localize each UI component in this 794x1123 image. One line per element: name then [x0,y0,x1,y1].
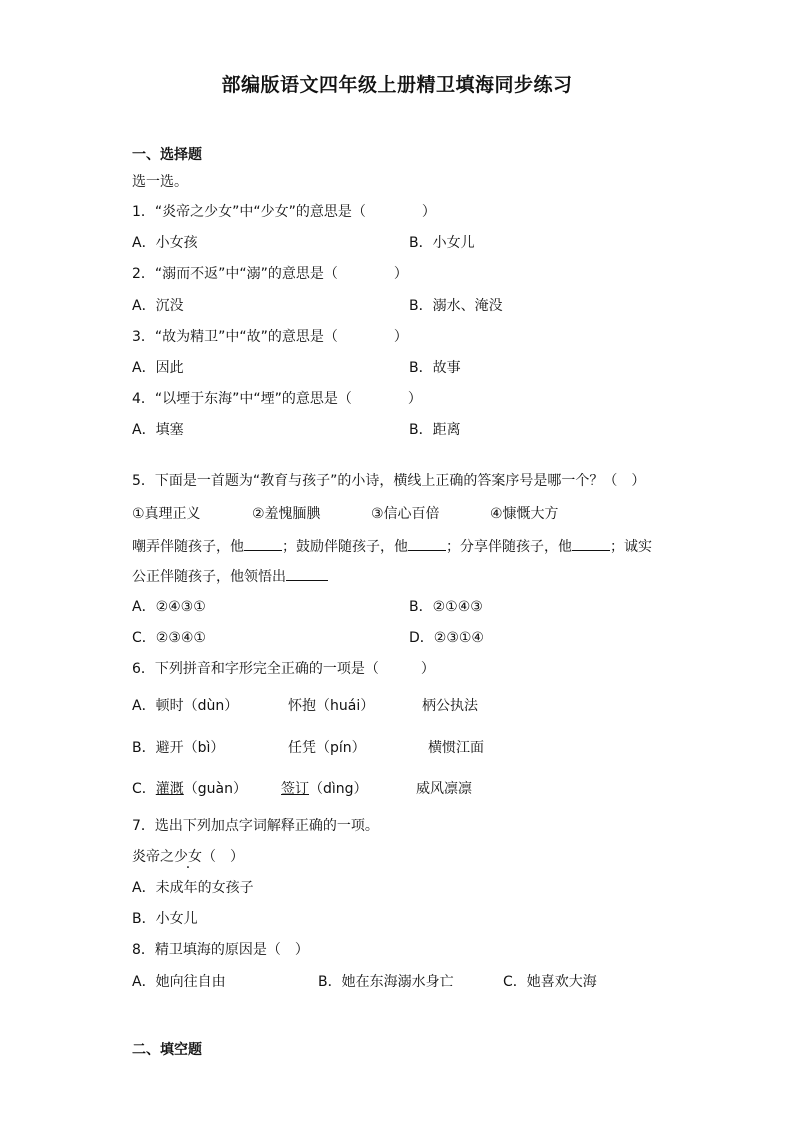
question-7-option-b: B．小女儿 [132,911,198,927]
poem-text: 公正伴随孩子，他领悟出 [132,569,286,585]
answer-blank[interactable] [244,536,282,551]
question-3-stem: 3．“故为精卫”中“故”的意思是（ ） [132,329,408,345]
question-8-stem: 8．精卫填海的原因是（ ） [132,942,309,958]
question-8-option-b: B．她在东海溺水身亡 [318,974,454,990]
pinyin: （dìng） [309,781,368,797]
answer-blank[interactable] [572,536,610,551]
phrase-text: （ ） [202,849,244,865]
question-5-choice-1: ①真理正义 [132,506,201,522]
question-4-option-b: B．距离 [409,422,461,438]
pinyin: （guàn） [183,781,247,797]
question-7-phrase [132,847,244,867]
question-6-option-b-word-3: 横惯江面 [428,740,484,756]
poem-text: 嘲弄伴随孩子，他 [132,539,244,555]
question-3-option-b: B．故事 [409,360,461,376]
poem-text: ；诚实 [610,539,652,555]
question-2-option-a: A．沉没 [132,298,184,314]
question-6-stem: 6．下列拼音和字形完全正确的一项是（ ） [132,661,435,677]
option-letter: C． [132,781,156,797]
question-1-stem: 1．“炎帝之少女”中“少女”的意思是（ ） [132,204,436,220]
question-5-stem: 5．下面是一首题为“教育与孩子”的小诗，横线上正确的答案序号是哪一个？（ ） [132,473,646,489]
answer-blank[interactable] [408,536,446,551]
underlined-word: 签订 [281,781,309,797]
question-5-choice-4: ④慷慨大方 [490,506,559,522]
poem-text: ；分享伴随孩子，他 [446,539,572,555]
section-instruction: 选一选。 [132,174,188,190]
question-6-option-b-word-1: B．避开（bì） [132,740,225,756]
phrase-text: 炎帝之 [132,849,174,865]
question-2-option-b: B．溺水、淹没 [409,298,503,314]
question-5-option-b: B．②①④③ [409,599,483,615]
question-1-option-b: B．小女儿 [409,235,475,251]
question-5-option-d: D．②③①④ [409,630,484,646]
question-5-choice-2: ②羞愧腼腆 [252,506,321,522]
question-6-option-b-word-2: 任凭（pín） [288,740,366,756]
question-6-option-c-word-2 [281,779,368,799]
answer-blank[interactable] [286,566,328,581]
underlined-word: 灌溉 [155,781,184,797]
question-6-option-a-word-3: 柄公执法 [422,698,478,714]
document-title: 部编版语文四年级上册精卫填海同步练习 [221,74,573,96]
question-5-choice-3: ③信心百倍 [371,506,440,522]
question-5-poem-line-2 [132,566,328,587]
question-2-stem: 2．“溺而不返”中“溺”的意思是（ ） [132,266,408,282]
question-5-option-a: A．②④③① [132,599,206,615]
question-5-poem-line-1 [132,536,652,557]
question-7-option-a: A．未成年的女孩子 [132,880,254,896]
question-6-option-c-word-3: 威风凛凛 [416,781,472,797]
question-1-option-a: A．小女孩 [132,235,198,251]
dotted-word: 少女 [174,849,202,865]
poem-text: ；鼓励伴随孩子，他 [282,539,408,555]
question-5-option-c: C．②③④① [132,630,206,646]
question-6-option-a-word-2: 怀抱（huái） [288,698,375,714]
question-7-stem: 7．选出下列加点字词解释正确的一项。 [132,818,379,834]
question-6-option-a-word-1: A．顿时（dùn） [132,698,239,714]
question-8-option-c: C．她喜欢大海 [503,974,597,990]
question-8-option-a: A．她向往自由 [132,974,226,990]
question-3-option-a: A．因此 [132,360,184,376]
question-6-option-c-word-1 [132,779,247,799]
section-heading-choice: 一、选择题 [132,147,202,163]
question-4-stem: 4．“以堙于东海”中“堙”的意思是（ ） [132,391,422,407]
section-heading-fill: 二、填空题 [132,1042,202,1058]
question-4-option-a: A．填塞 [132,422,184,438]
